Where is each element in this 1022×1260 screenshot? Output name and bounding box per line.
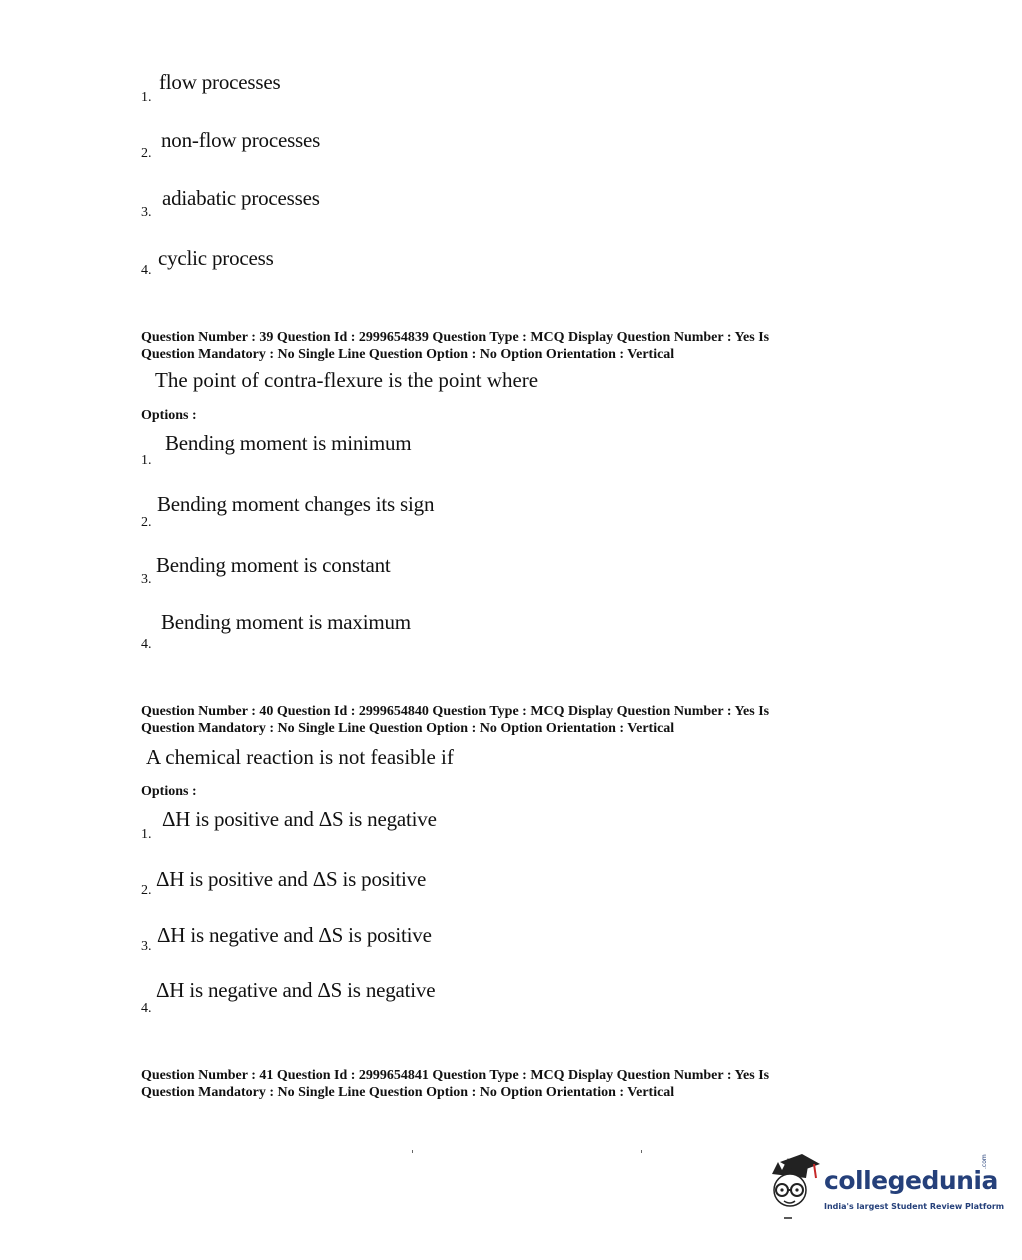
option-text: adiabatic processes [162,186,320,210]
option-text: Bending moment is minimum [165,431,412,455]
options-label: Options : [141,408,197,423]
meta-line-2: Question Mandatory : No Single Line Question Option : No Option Orientation : Vertical [141,721,675,736]
collegedunia-watermark [762,1152,1005,1224]
option-number: 3. [141,572,152,587]
q39-option-2 [141,492,841,532]
meta-line-2: Question Mandatory : No Single Line Question Option : No Option Orientation : Vertical [141,347,675,362]
option-number: 4. [141,263,152,278]
q40-option-4 [141,978,841,1018]
meta-line-1: Question Number : 41 Question Id : 2999654841 Question Type : MCQ Display Question Number : Yes Is [141,1068,770,1083]
option-number: 3. [141,939,152,954]
prev-option-3 [141,186,841,226]
question-39-meta [141,329,861,363]
option-text: ΔH is negative and ΔS is negative [156,978,436,1002]
meta-line-2: Question Mandatory : No Single Line Question Option : No Option Orientation : Vertical [141,1085,675,1100]
q39-option-3 [141,553,841,593]
mascot-icon [762,1152,822,1224]
option-number: 1. [141,827,152,842]
question-41-meta [141,1067,861,1101]
q40-option-3 [141,923,841,963]
q40-option-2 [141,867,841,907]
prev-option-4 [141,246,841,286]
option-number: 1. [141,453,152,468]
option-number: 1. [141,90,152,105]
option-text: ΔH is positive and ΔS is negative [162,807,437,831]
meta-line-1: Question Number : 39 Question Id : 2999654839 Question Type : MCQ Display Question Number : Yes Is [141,330,770,345]
question-39-text: The point of contra-flexure is the point where [155,368,539,392]
brand-domain-suffix: .com [981,1154,988,1169]
q39-option-1 [141,431,841,471]
option-text: Bending moment changes its sign [157,492,435,516]
q39-option-4 [141,610,841,650]
option-number: 2. [141,883,152,898]
option-number: 3. [141,205,152,220]
options-label: Options : [141,784,197,799]
meta-line-1: Question Number : 40 Question Id : 2999654840 Question Type : MCQ Display Question Number : Yes Is [141,704,770,719]
page-mark [412,1150,413,1153]
question-40-meta [141,703,861,737]
page-mark [641,1150,642,1153]
option-text: Bending moment is maximum [161,610,411,634]
prev-option-2 [141,128,841,168]
option-number: 2. [141,515,152,530]
option-text: cyclic process [158,246,274,270]
option-text: non-flow processes [161,128,321,152]
brand-tagline: India's largest Student Review Platform [824,1202,1005,1211]
q40-option-1 [141,807,841,847]
option-number: 4. [141,637,152,652]
option-number: 4. [141,1001,152,1016]
option-text: ΔH is positive and ΔS is positive [156,867,427,891]
option-number: 2. [141,146,152,161]
question-40-text: A chemical reaction is not feasible if [146,745,454,769]
option-text: flow processes [159,70,281,94]
brand-name: collegedunia [824,1166,998,1195]
prev-option-1 [141,70,841,110]
option-text: Bending moment is constant [156,553,391,577]
option-text: ΔH is negative and ΔS is positive [157,923,432,947]
